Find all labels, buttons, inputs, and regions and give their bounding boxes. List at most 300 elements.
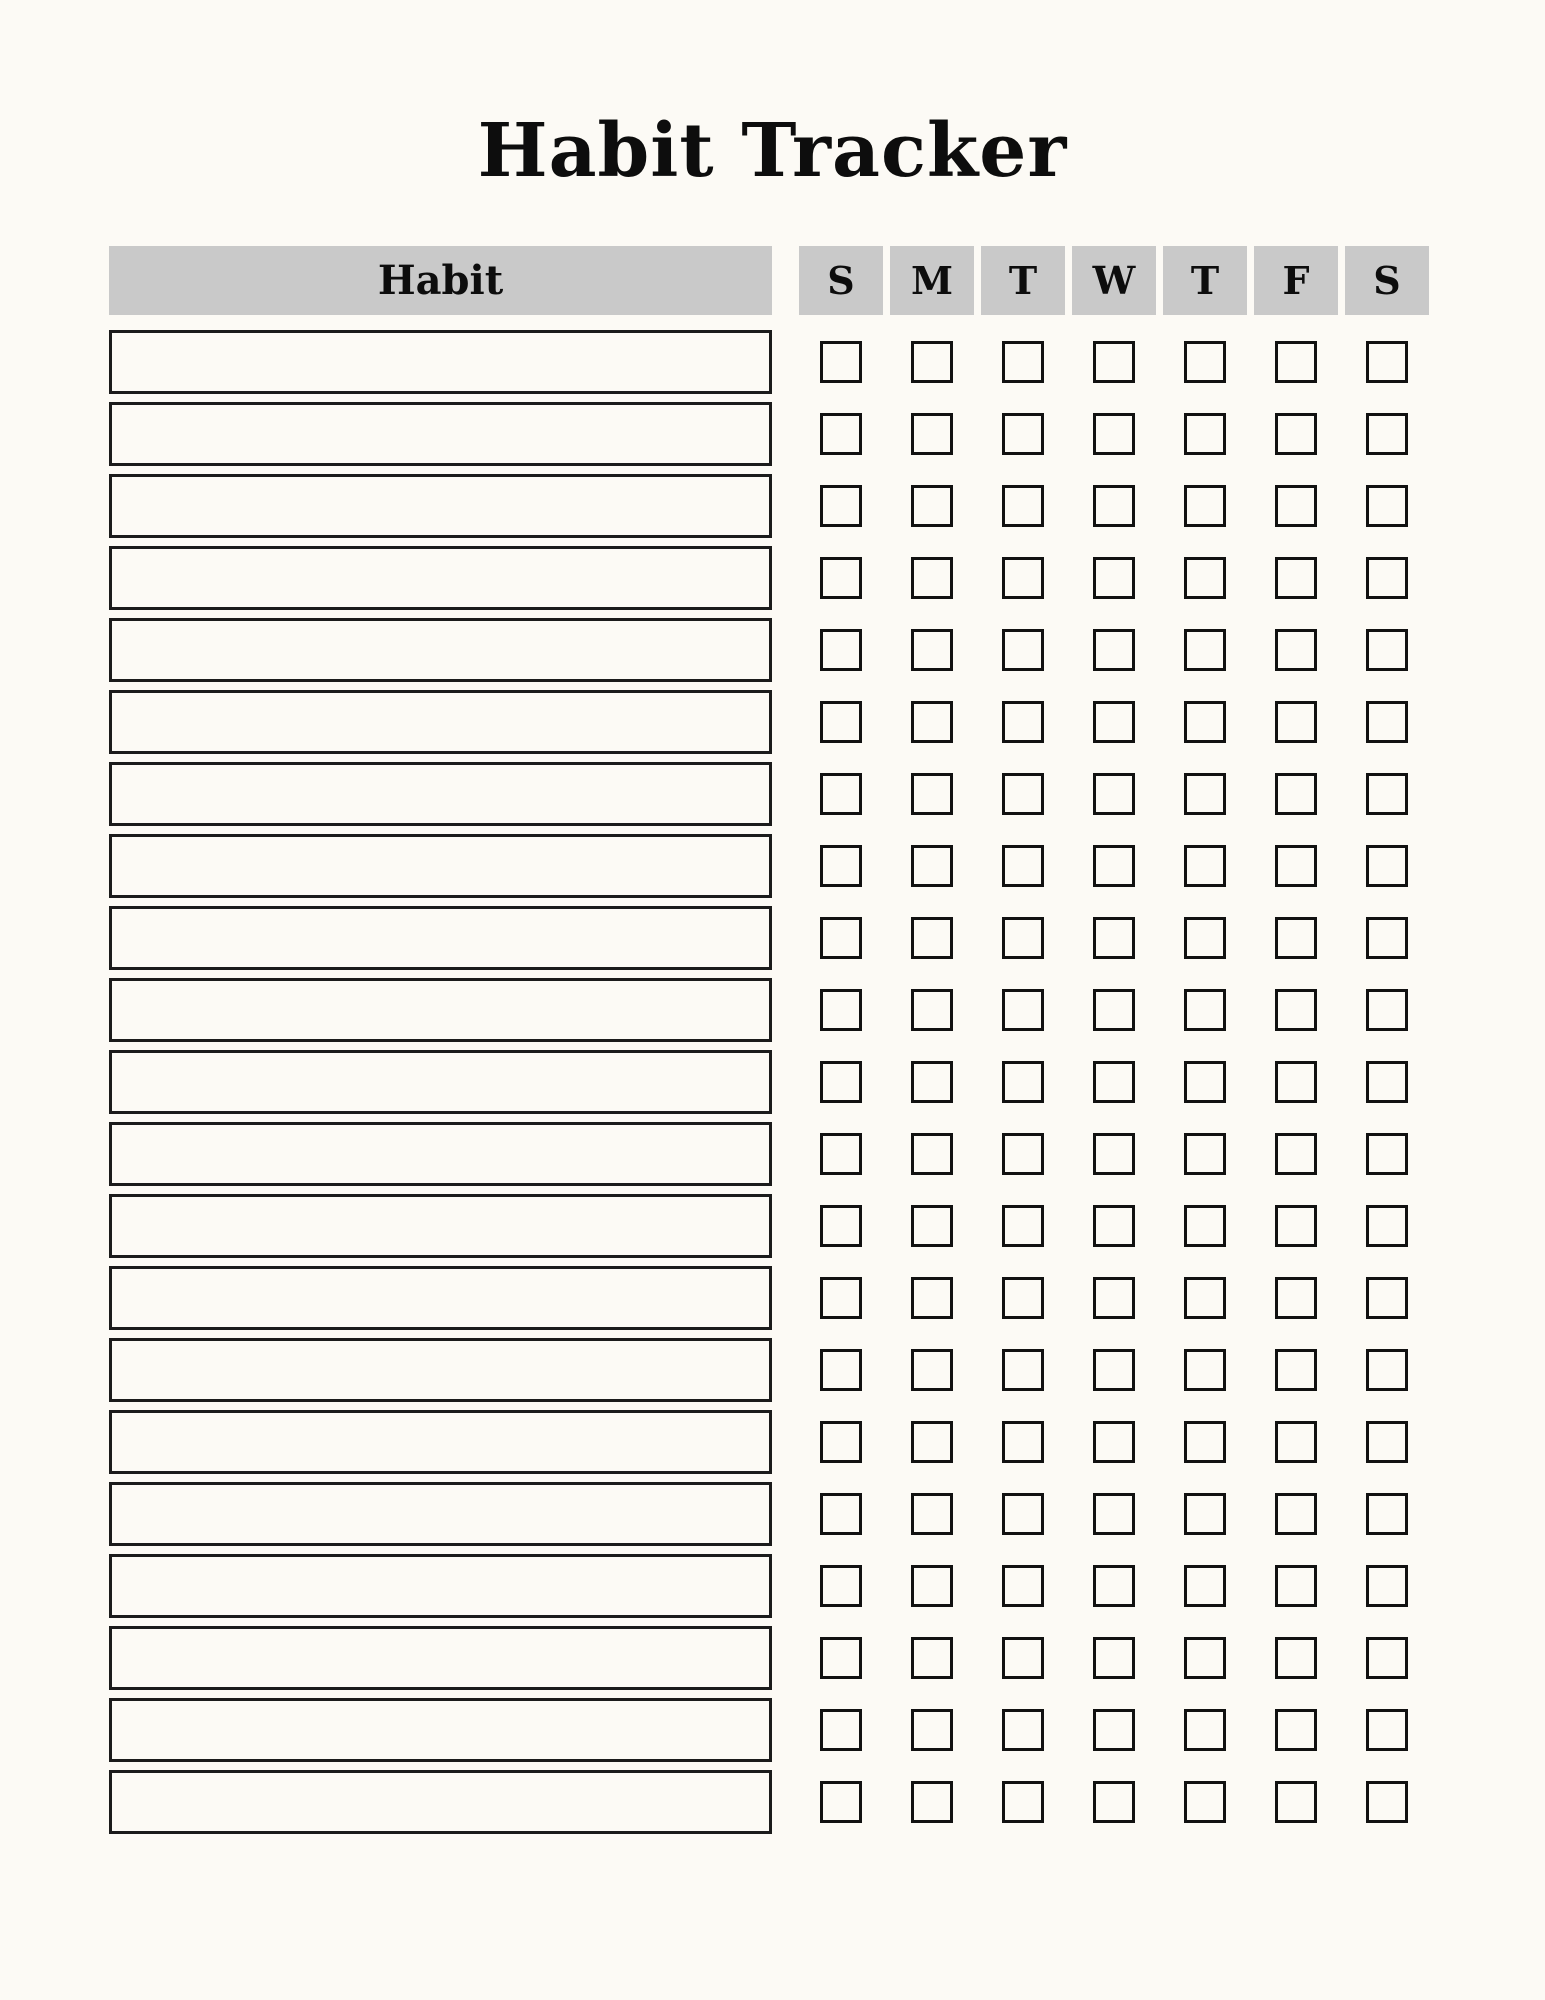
day-checkbox-cell [1163,1338,1247,1402]
day-checkbox-tuesday[interactable] [1002,1349,1044,1391]
day-checkbox-cell [1163,834,1247,898]
day-checkbox-friday[interactable] [1275,1709,1317,1751]
day-checkbox-wednesday[interactable] [1093,1349,1135,1391]
day-checkbox-cell [1163,618,1247,682]
habit-row [109,1770,1429,1834]
day-checkbox-cell [1163,762,1247,826]
day-checkbox-cell [890,906,974,970]
day-checkbox-cell [799,1770,883,1834]
day-checkbox-cell [1163,906,1247,970]
day-checkbox-tuesday[interactable] [1002,1421,1044,1463]
day-checkbox-cell [1254,1482,1338,1546]
habit-row [109,834,1429,898]
habit-row [109,1410,1429,1474]
day-checkbox-saturday[interactable] [1366,629,1408,671]
day-checkbox-thursday[interactable] [1184,989,1226,1031]
day-checkbox-sunday[interactable] [820,1061,862,1103]
day-checkbox-sunday[interactable] [820,989,862,1031]
day-checkbox-thursday[interactable] [1184,1421,1226,1463]
day-checkbox-monday[interactable] [911,1565,953,1607]
day-checkbox-cell [981,1194,1065,1258]
day-checkbox-cell [1345,618,1429,682]
day-checkbox-sunday[interactable] [820,917,862,959]
day-checkbox-cell [890,1554,974,1618]
day-checkbox-cell [981,762,1065,826]
day-checkbox-cell [890,1626,974,1690]
day-checkbox-thursday[interactable] [1184,629,1226,671]
day-checkbox-wednesday[interactable] [1093,989,1135,1031]
day-checkbox-wednesday[interactable] [1093,1133,1135,1175]
day-checkbox-thursday[interactable] [1184,1565,1226,1607]
day-checkbox-thursday[interactable] [1184,701,1226,743]
day-checkbox-saturday[interactable] [1366,413,1408,455]
day-checkbox-cell [1163,1266,1247,1330]
day-checkbox-friday[interactable] [1275,629,1317,671]
day-header-sunday: S [799,246,883,315]
day-checkbox-friday[interactable] [1275,701,1317,743]
day-checkbox-friday[interactable] [1275,1637,1317,1679]
day-checkbox-cell [1345,978,1429,1042]
day-checkbox-friday[interactable] [1275,1565,1317,1607]
day-checkbox-monday[interactable] [911,1277,953,1319]
day-checkbox-cell [1345,1770,1429,1834]
day-checkbox-cell [1072,1122,1156,1186]
habit-row [109,402,1429,466]
day-checkbox-tuesday[interactable] [1002,917,1044,959]
day-checkbox-cell [1345,834,1429,898]
day-checkbox-wednesday[interactable] [1093,1205,1135,1247]
habit-name-input[interactable] [109,330,772,394]
day-checkbox-cell [1345,1122,1429,1186]
day-checkbox-sunday[interactable] [820,1133,862,1175]
day-checkbox-group [799,1770,1429,1834]
day-checkbox-thursday[interactable] [1184,557,1226,599]
day-checkbox-cell [981,330,1065,394]
day-checkbox-wednesday[interactable] [1093,557,1135,599]
day-checkbox-cell [981,402,1065,466]
day-checkbox-wednesday[interactable] [1093,413,1135,455]
day-checkbox-cell [1072,906,1156,970]
habit-name-input[interactable] [109,1338,772,1402]
day-checkbox-cell [1254,1122,1338,1186]
day-checkbox-monday[interactable] [911,989,953,1031]
page-title: Habit Tracker [477,108,1068,194]
habit-name-input[interactable] [109,978,772,1042]
day-checkbox-cell [1254,1554,1338,1618]
day-checkbox-cell [1254,1626,1338,1690]
day-checkbox-group [799,546,1429,610]
day-checkbox-tuesday[interactable] [1002,413,1044,455]
day-checkbox-saturday[interactable] [1366,341,1408,383]
day-checkbox-tuesday[interactable] [1002,1205,1044,1247]
day-checkbox-thursday[interactable] [1184,1493,1226,1535]
day-checkbox-group [799,1194,1429,1258]
day-checkbox-thursday[interactable] [1184,773,1226,815]
day-checkbox-cell [890,474,974,538]
day-checkbox-cell [1254,1338,1338,1402]
day-checkbox-group [799,1050,1429,1114]
day-checkbox-cell [1254,978,1338,1042]
day-checkbox-tuesday[interactable] [1002,557,1044,599]
day-checkbox-cell [981,474,1065,538]
day-checkbox-tuesday[interactable] [1002,1637,1044,1679]
day-checkbox-cell [890,1122,974,1186]
day-checkbox-cell [1163,1194,1247,1258]
day-checkbox-cell [890,1050,974,1114]
day-checkbox-group [799,906,1429,970]
day-checkbox-monday[interactable] [911,485,953,527]
habit-name-input[interactable] [109,1050,772,1114]
day-checkbox-cell [1345,1482,1429,1546]
day-checkbox-saturday[interactable] [1366,1493,1408,1535]
day-checkbox-cell [890,1266,974,1330]
day-checkbox-tuesday[interactable] [1002,1565,1044,1607]
day-checkbox-sunday[interactable] [820,1709,862,1751]
day-checkbox-monday[interactable] [911,701,953,743]
day-checkbox-group [799,762,1429,826]
day-checkbox-sunday[interactable] [820,1565,862,1607]
habit-name-input[interactable] [109,834,772,898]
day-checkbox-friday[interactable] [1275,1493,1317,1535]
day-checkbox-monday[interactable] [911,1061,953,1103]
day-checkbox-tuesday[interactable] [1002,1133,1044,1175]
day-checkbox-monday[interactable] [911,1709,953,1751]
day-checkbox-saturday[interactable] [1366,1565,1408,1607]
day-checkbox-monday[interactable] [911,1133,953,1175]
habit-name-input[interactable] [109,546,772,610]
habit-tracker-table [109,246,1429,1834]
day-checkbox-thursday[interactable] [1184,1277,1226,1319]
day-checkbox-wednesday[interactable] [1093,1421,1135,1463]
day-checkbox-tuesday[interactable] [1002,773,1044,815]
day-checkbox-sunday[interactable] [820,485,862,527]
day-checkbox-friday[interactable] [1275,1781,1317,1823]
day-checkbox-friday[interactable] [1275,1421,1317,1463]
day-checkbox-cell [890,978,974,1042]
day-checkbox-cell [1254,1698,1338,1762]
day-checkbox-cell [1163,1770,1247,1834]
day-checkbox-group [799,402,1429,466]
day-checkbox-cell [1254,330,1338,394]
day-checkbox-wednesday[interactable] [1093,1709,1135,1751]
day-checkbox-sunday[interactable] [820,1637,862,1679]
day-checkbox-thursday[interactable] [1184,1133,1226,1175]
day-checkbox-tuesday[interactable] [1002,1781,1044,1823]
day-checkbox-cell [1072,690,1156,754]
day-checkbox-thursday[interactable] [1184,485,1226,527]
day-checkbox-group [799,330,1429,394]
day-checkbox-saturday[interactable] [1366,701,1408,743]
day-checkbox-cell [799,1338,883,1402]
day-checkbox-thursday[interactable] [1184,413,1226,455]
day-checkbox-cell [1072,330,1156,394]
day-checkbox-saturday[interactable] [1366,1133,1408,1175]
day-checkbox-monday[interactable] [911,413,953,455]
day-checkbox-sunday[interactable] [820,629,862,671]
day-checkbox-saturday[interactable] [1366,1277,1408,1319]
habit-name-input[interactable] [109,1266,772,1330]
day-checkbox-friday[interactable] [1275,1205,1317,1247]
day-checkbox-wednesday[interactable] [1093,701,1135,743]
day-checkbox-monday[interactable] [911,1493,953,1535]
day-checkbox-cell [890,690,974,754]
day-checkbox-cell [1345,546,1429,610]
day-checkbox-cell [981,834,1065,898]
habit-name-input[interactable] [109,690,772,754]
habit-name-input[interactable] [109,402,772,466]
day-checkbox-cell [981,978,1065,1042]
habit-row [109,690,1429,754]
day-checkbox-group [799,1122,1429,1186]
habit-name-input[interactable] [109,1554,772,1618]
day-checkbox-cell [1163,690,1247,754]
day-checkbox-group [799,690,1429,754]
day-checkbox-cell [1345,1626,1429,1690]
day-checkbox-cell [1072,1554,1156,1618]
day-checkbox-cell [1163,1482,1247,1546]
day-checkbox-monday[interactable] [911,773,953,815]
day-checkbox-friday[interactable] [1275,1061,1317,1103]
habit-row [109,1194,1429,1258]
day-checkbox-wednesday[interactable] [1093,1277,1135,1319]
habit-name-input[interactable] [109,618,772,682]
day-checkbox-tuesday[interactable] [1002,1709,1044,1751]
habit-row [109,1698,1429,1762]
day-checkbox-group [799,1266,1429,1330]
day-checkbox-cell [1345,690,1429,754]
day-checkbox-thursday[interactable] [1184,917,1226,959]
day-checkbox-cell [981,546,1065,610]
day-checkbox-tuesday[interactable] [1002,341,1044,383]
habit-name-input[interactable] [109,906,772,970]
day-checkbox-cell [1254,1410,1338,1474]
day-checkbox-saturday[interactable] [1366,485,1408,527]
day-checkbox-saturday[interactable] [1366,1205,1408,1247]
day-checkbox-monday[interactable] [911,1421,953,1463]
day-checkbox-monday[interactable] [911,1637,953,1679]
day-checkbox-monday[interactable] [911,629,953,671]
day-checkbox-monday[interactable] [911,845,953,887]
day-checkbox-cell [799,330,883,394]
day-checkbox-tuesday[interactable] [1002,845,1044,887]
habit-name-input[interactable] [109,1698,772,1762]
day-checkbox-monday[interactable] [911,1205,953,1247]
day-checkbox-cell [799,1482,883,1546]
day-checkbox-monday[interactable] [911,917,953,959]
day-checkbox-friday[interactable] [1275,341,1317,383]
day-checkbox-tuesday[interactable] [1002,989,1044,1031]
day-checkbox-tuesday[interactable] [1002,485,1044,527]
day-checkbox-saturday[interactable] [1366,1709,1408,1751]
day-checkbox-sunday[interactable] [820,1781,862,1823]
day-checkbox-cell [799,1410,883,1474]
day-checkbox-group [799,1698,1429,1762]
habit-row [109,1050,1429,1114]
day-checkbox-saturday[interactable] [1366,1061,1408,1103]
day-checkbox-cell [981,1698,1065,1762]
day-checkbox-thursday[interactable] [1184,1061,1226,1103]
day-checkbox-group [799,474,1429,538]
habit-name-input[interactable] [109,1626,772,1690]
habit-name-input[interactable] [109,1122,772,1186]
habit-name-input[interactable] [109,1410,772,1474]
day-checkbox-cell [1163,1626,1247,1690]
day-checkbox-cell [890,1410,974,1474]
day-checkbox-saturday[interactable] [1366,845,1408,887]
day-checkbox-monday[interactable] [911,341,953,383]
day-checkbox-sunday[interactable] [820,1349,862,1391]
day-checkbox-cell [799,1194,883,1258]
day-checkbox-thursday[interactable] [1184,1781,1226,1823]
day-checkbox-thursday[interactable] [1184,1205,1226,1247]
day-checkbox-saturday[interactable] [1366,917,1408,959]
day-checkbox-cell [1163,1410,1247,1474]
day-checkbox-cell [1163,402,1247,466]
day-checkbox-cell [1072,546,1156,610]
day-checkbox-cell [1254,1770,1338,1834]
day-checkbox-wednesday[interactable] [1093,629,1135,671]
day-checkbox-cell [890,330,974,394]
day-checkbox-cell [981,1554,1065,1618]
day-checkbox-group [799,1482,1429,1546]
day-checkbox-wednesday[interactable] [1093,1781,1135,1823]
day-checkbox-group [799,618,1429,682]
day-checkbox-cell [1072,834,1156,898]
day-checkbox-cell [1345,1410,1429,1474]
day-checkbox-thursday[interactable] [1184,845,1226,887]
day-checkbox-wednesday[interactable] [1093,1565,1135,1607]
day-checkbox-thursday[interactable] [1184,1709,1226,1751]
day-checkbox-sunday[interactable] [820,1421,862,1463]
day-checkbox-sunday[interactable] [820,845,862,887]
day-checkbox-cell [1072,1626,1156,1690]
day-checkbox-cell [799,546,883,610]
day-checkbox-friday[interactable] [1275,989,1317,1031]
habit-name-input[interactable] [109,1482,772,1546]
day-checkbox-saturday[interactable] [1366,1421,1408,1463]
day-checkbox-thursday[interactable] [1184,1637,1226,1679]
day-checkbox-cell [1254,762,1338,826]
habit-row [109,1266,1429,1330]
day-checkbox-cell [799,834,883,898]
day-checkbox-wednesday[interactable] [1093,1637,1135,1679]
day-checkbox-cell [1072,1338,1156,1402]
day-checkbox-sunday[interactable] [820,413,862,455]
day-checkbox-cell [890,1698,974,1762]
habit-row [109,330,1429,394]
habit-row [109,978,1429,1042]
day-checkbox-sunday[interactable] [820,341,862,383]
day-checkbox-cell [1345,330,1429,394]
day-checkbox-cell [799,1626,883,1690]
day-checkbox-friday[interactable] [1275,413,1317,455]
habit-name-input[interactable] [109,1194,772,1258]
day-checkbox-thursday[interactable] [1184,1349,1226,1391]
day-checkbox-wednesday[interactable] [1093,845,1135,887]
day-checkbox-tuesday[interactable] [1002,1493,1044,1535]
day-checkbox-cell [1254,906,1338,970]
day-checkbox-monday[interactable] [911,557,953,599]
habit-column-header: Habit [109,246,772,315]
day-checkbox-friday[interactable] [1275,773,1317,815]
day-checkbox-saturday[interactable] [1366,773,1408,815]
day-checkbox-cell [981,1410,1065,1474]
day-checkbox-friday[interactable] [1275,557,1317,599]
day-checkbox-cell [799,906,883,970]
day-checkbox-wednesday[interactable] [1093,1061,1135,1103]
day-checkbox-cell [981,618,1065,682]
day-checkbox-saturday[interactable] [1366,1781,1408,1823]
table-header-row [109,246,1429,315]
day-checkbox-cell [1345,1698,1429,1762]
day-checkbox-cell [890,834,974,898]
day-checkbox-cell [1072,618,1156,682]
day-checkbox-group [799,1626,1429,1690]
day-checkbox-cell [1345,1338,1429,1402]
day-checkbox-tuesday[interactable] [1002,701,1044,743]
day-checkbox-sunday[interactable] [820,557,862,599]
day-checkbox-cell [799,1050,883,1114]
day-checkbox-sunday[interactable] [820,773,862,815]
habit-row [109,1554,1429,1618]
day-checkbox-cell [890,1770,974,1834]
day-checkbox-thursday[interactable] [1184,341,1226,383]
day-checkbox-sunday[interactable] [820,1205,862,1247]
day-checkbox-tuesday[interactable] [1002,1277,1044,1319]
day-checkbox-cell [981,1338,1065,1402]
day-checkbox-cell [1345,1050,1429,1114]
day-checkbox-cell [890,762,974,826]
day-checkbox-friday[interactable] [1275,1133,1317,1175]
day-checkbox-cell [981,1626,1065,1690]
day-checkbox-friday[interactable] [1275,1349,1317,1391]
day-checkbox-sunday[interactable] [820,701,862,743]
day-checkbox-wednesday[interactable] [1093,341,1135,383]
day-checkbox-friday[interactable] [1275,917,1317,959]
day-checkbox-tuesday[interactable] [1002,1061,1044,1103]
day-checkbox-saturday[interactable] [1366,1349,1408,1391]
habit-name-input[interactable] [109,1770,772,1834]
day-checkbox-saturday[interactable] [1366,1637,1408,1679]
day-checkbox-wednesday[interactable] [1093,1493,1135,1535]
day-checkbox-cell [1072,402,1156,466]
day-checkbox-cell [1254,474,1338,538]
day-checkbox-friday[interactable] [1275,485,1317,527]
day-checkbox-friday[interactable] [1275,1277,1317,1319]
day-checkbox-monday[interactable] [911,1349,953,1391]
day-checkbox-cell [1163,474,1247,538]
day-checkbox-saturday[interactable] [1366,557,1408,599]
day-checkbox-wednesday[interactable] [1093,485,1135,527]
day-checkbox-cell [799,762,883,826]
day-checkbox-wednesday[interactable] [1093,773,1135,815]
habit-name-input[interactable] [109,762,772,826]
day-checkbox-cell [799,1266,883,1330]
day-checkbox-sunday[interactable] [820,1277,862,1319]
day-checkbox-cell [1345,474,1429,538]
day-checkbox-cell [981,1482,1065,1546]
day-checkbox-sunday[interactable] [820,1493,862,1535]
day-header-thursday: T [1163,246,1247,315]
day-checkbox-saturday[interactable] [1366,989,1408,1031]
day-checkbox-monday[interactable] [911,1781,953,1823]
day-checkbox-friday[interactable] [1275,845,1317,887]
day-checkbox-cell [1072,1410,1156,1474]
day-checkbox-tuesday[interactable] [1002,629,1044,671]
day-checkbox-wednesday[interactable] [1093,917,1135,959]
habit-name-input[interactable] [109,474,772,538]
table-body [109,330,1429,1834]
